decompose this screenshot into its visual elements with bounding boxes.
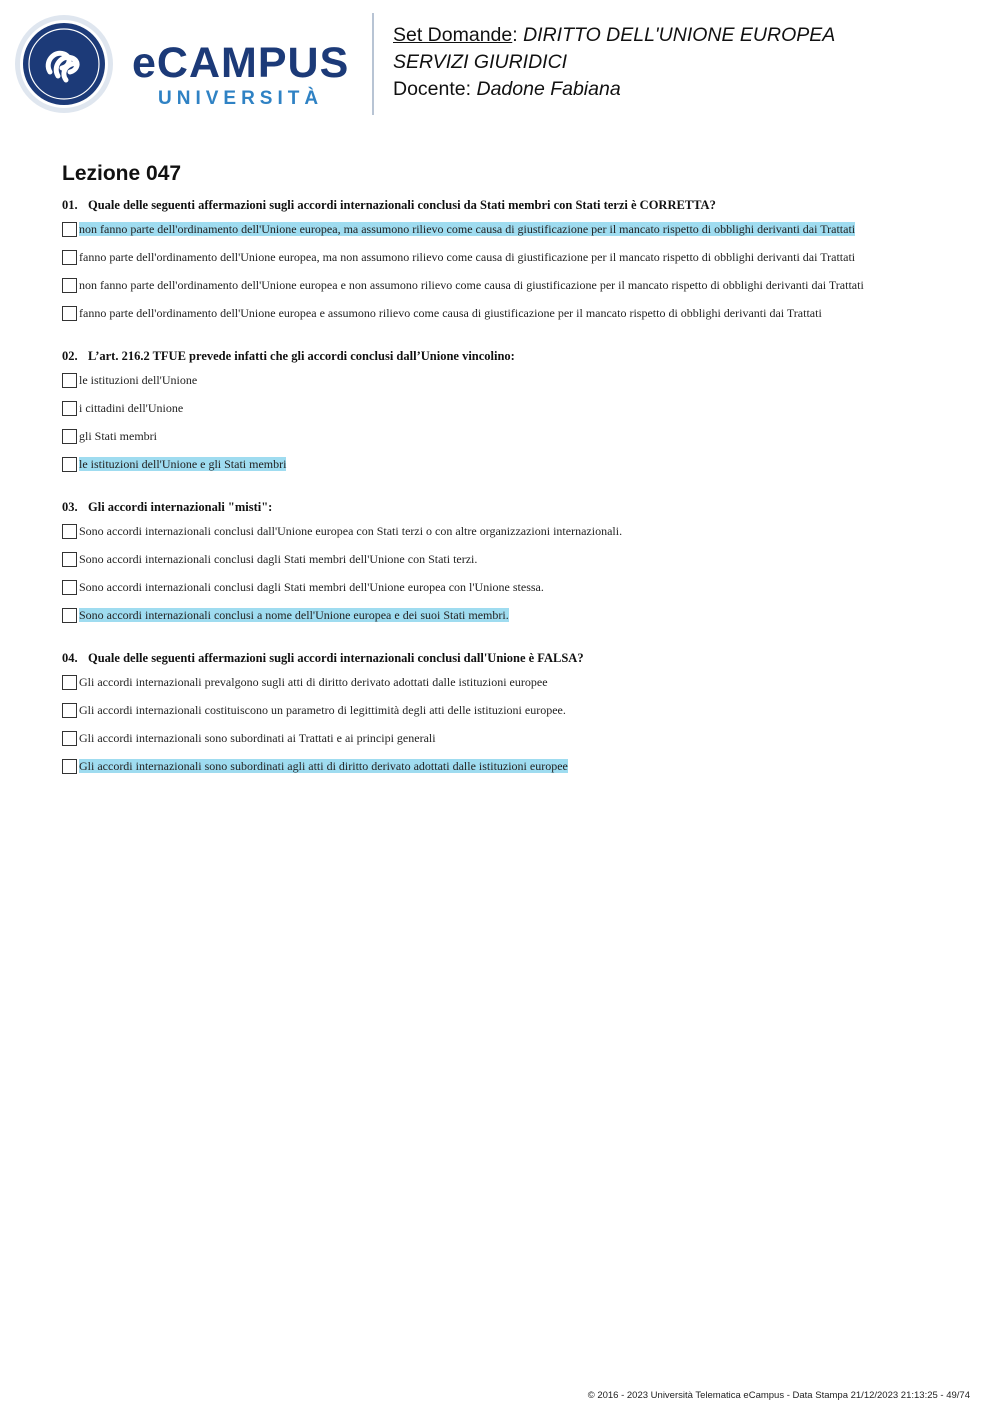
answer-checkbox[interactable] xyxy=(62,731,77,746)
answer-text: non fanno parte dell'ordinamento dell'Unione europea, ma assumono rilievo come causa di giustificazione per il mancato rispetto di obblighi derivanti dai Trattati xyxy=(79,222,856,236)
answer-text: Gli accordi internazionali costituiscono un parametro di legittimità degli atti delle istituzioni europee. xyxy=(79,703,566,717)
brand-name: eCAMPUS xyxy=(132,39,350,87)
answer-checkbox[interactable] xyxy=(62,401,77,416)
answer-option[interactable] xyxy=(62,215,962,243)
answer-text: Sono accordi internazionali conclusi dagli Stati membri dell'Unione europea con l'Unione stessa. xyxy=(79,580,544,594)
answer-checkbox[interactable] xyxy=(62,457,77,472)
answer-option[interactable] xyxy=(62,271,962,299)
answer-checkbox[interactable] xyxy=(62,552,77,567)
question-title xyxy=(62,346,962,366)
docente-label: Docente: xyxy=(393,78,472,100)
answer-text: Gli accordi internazionali prevalgono sugli atti di diritto derivato adottati dalle istituzioni europee xyxy=(79,675,548,689)
answer-text: Sono accordi internazionali conclusi a nome dell'Unione europea e dei suoi Stati membri. xyxy=(79,608,509,622)
question-block xyxy=(62,346,962,478)
answer-checkbox[interactable] xyxy=(62,373,77,388)
answer-text: Gli accordi internazionali sono subordinati agli atti di diritto derivato adottati dalle istituzioni europee xyxy=(79,759,568,773)
brand-wordmark xyxy=(132,38,357,118)
answer-option[interactable] xyxy=(62,573,962,601)
page-footer: © 2016 - 2023 Università Telematica eCampus - Data Stampa 21/12/2023 21:13:25 - 49/74 xyxy=(587,1390,970,1401)
answer-checkbox[interactable] xyxy=(62,429,77,444)
answer-option[interactable] xyxy=(62,545,962,573)
question-title xyxy=(62,648,962,668)
answer-checkbox[interactable] xyxy=(62,278,77,293)
answer-option[interactable] xyxy=(62,394,962,422)
answer-checkbox[interactable] xyxy=(62,675,77,690)
answer-text: Sono accordi internazionali conclusi dall'Unione europea con Stati terzi o con altre organizzazioni internazionali. xyxy=(79,524,623,538)
answer-option[interactable] xyxy=(62,696,962,724)
answer-checkbox[interactable] xyxy=(62,222,77,237)
answer-option[interactable] xyxy=(62,752,962,780)
answer-checkbox[interactable] xyxy=(62,608,77,623)
answer-text: non fanno parte dell'ordinamento dell'Unione europea e non assumono rilievo come causa di giustificazione per il mancato rispetto di obblighi derivanti dai Trattati xyxy=(79,278,864,292)
question-block xyxy=(62,648,962,780)
answer-option[interactable] xyxy=(62,517,962,545)
question-text: Quale delle seguenti affermazioni sugli accordi internazionali conclusi da Stati membri con Stati terzi è CORRETTA? xyxy=(88,198,716,212)
answer-checkbox[interactable] xyxy=(62,580,77,595)
answer-option[interactable] xyxy=(62,668,962,696)
answer-text: le istituzioni dell'Unione e gli Stati membri xyxy=(79,457,287,471)
question-number: 01. xyxy=(62,198,78,212)
answer-text: gli Stati membri xyxy=(79,429,157,443)
answer-text: fanno parte dell'ordinamento dell'Unione europea e assumono rilievo come causa di giustificazione per il mancato rispetto di obblighi derivanti dai Trattati xyxy=(79,306,822,320)
answer-text: i cittadini dell'Unione xyxy=(79,401,184,415)
answer-checkbox[interactable] xyxy=(62,524,77,539)
question-number: 03. xyxy=(62,500,78,514)
set-label: Set Domande xyxy=(393,24,513,46)
answer-checkbox[interactable] xyxy=(62,703,77,718)
answer-checkbox[interactable] xyxy=(62,759,77,774)
answer-option[interactable] xyxy=(62,601,962,629)
question-text: Quale delle seguenti affermazioni sugli accordi internazionali conclusi dall'Unione è FALSA? xyxy=(88,651,584,665)
answer-option[interactable] xyxy=(62,724,962,752)
header-divider xyxy=(372,13,374,115)
answer-checkbox[interactable] xyxy=(62,306,77,321)
answer-option[interactable] xyxy=(62,299,962,327)
brand-subtitle: UNIVERSITÀ xyxy=(158,88,324,109)
docente-value: Dadone Fabiana xyxy=(476,78,621,100)
ecampus-seal-logo xyxy=(14,14,114,114)
header-info: Set Domande: DIRITTO DELL'UNIONE EUROPEA SERVIZI GIURIDICI Docente: Dadone Fabiana xyxy=(393,24,836,100)
answer-text: Gli accordi internazionali sono subordinati ai Trattati e ai principi generali xyxy=(79,731,436,745)
answer-checkbox[interactable] xyxy=(62,250,77,265)
page-header xyxy=(0,0,1000,130)
answer-text: le istituzioni dell'Unione xyxy=(79,373,198,387)
set-value: DIRITTO DELL'UNIONE EUROPEA xyxy=(523,24,836,46)
answer-option[interactable] xyxy=(62,450,962,478)
question-block xyxy=(62,497,962,629)
lesson-title: Lezione 047 xyxy=(62,162,182,185)
question-text: Gli accordi internazionali "misti": xyxy=(88,500,273,514)
answer-option[interactable] xyxy=(62,366,962,394)
answer-option[interactable] xyxy=(62,243,962,271)
answer-text: fanno parte dell'ordinamento dell'Unione europea, ma non assumono rilievo come causa di giustificazione per il mancato rispetto di obblighi derivanti dai Trattati xyxy=(79,250,856,264)
question-title xyxy=(62,497,962,517)
question-text: L’art. 216.2 TFUE prevede infatti che gli accordi conclusi dall’Unione vincolino: xyxy=(88,349,515,363)
question-number: 04. xyxy=(62,651,78,665)
question-title xyxy=(62,195,962,215)
answer-option[interactable] xyxy=(62,422,962,450)
question-block xyxy=(62,195,962,327)
answer-text: Sono accordi internazionali conclusi dagli Stati membri dell'Unione con Stati terzi. xyxy=(79,552,478,566)
set-value-line2: SERVIZI GIURIDICI xyxy=(393,51,568,73)
question-number: 02. xyxy=(62,349,78,363)
